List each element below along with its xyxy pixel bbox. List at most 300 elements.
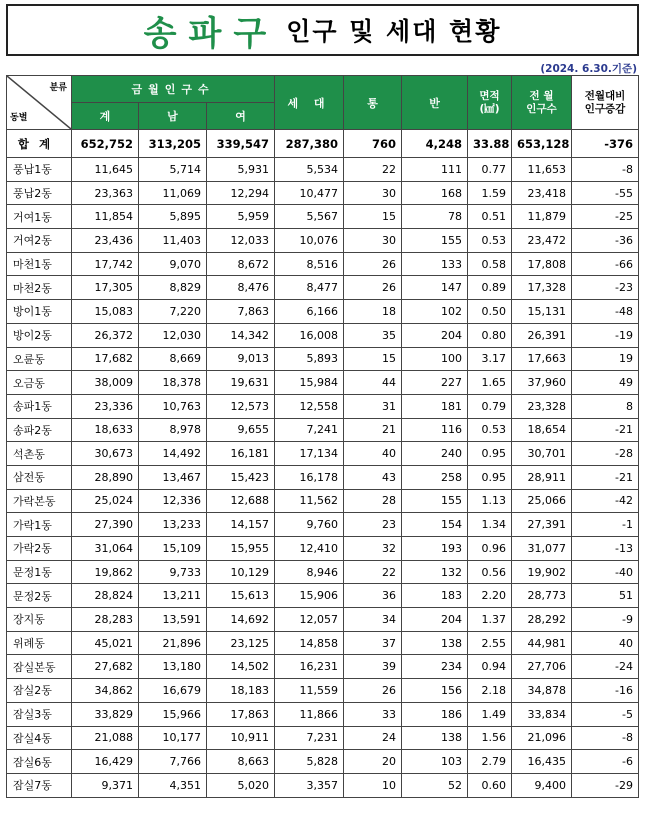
tong-count: 43 — [344, 465, 402, 489]
ban-count: 240 — [402, 442, 468, 466]
prev-population: 23,472 — [512, 229, 572, 253]
table-row — [7, 394, 639, 418]
district-name: 장지동 — [7, 608, 72, 632]
district-name: 마천1동 — [7, 252, 72, 276]
population-female: 5,931 — [207, 158, 275, 182]
population-female: 16,181 — [207, 442, 275, 466]
table-row — [7, 442, 639, 466]
population-male: 4,351 — [139, 773, 207, 797]
population-female: 9,655 — [207, 418, 275, 442]
population-male: 18,378 — [139, 371, 207, 395]
households: 8,477 — [275, 276, 344, 300]
area: 1.34 — [468, 513, 512, 537]
header-area-unit: (㎢) — [479, 102, 500, 115]
district-name: 위례동 — [7, 631, 72, 655]
area: 2.55 — [468, 631, 512, 655]
ban-count: 155 — [402, 229, 468, 253]
table-row — [7, 750, 639, 774]
population-total: 18,633 — [72, 418, 139, 442]
population-total: 30,673 — [72, 442, 139, 466]
area: 0.51 — [468, 205, 512, 229]
prev-population: 21,096 — [512, 726, 572, 750]
population-total: 23,436 — [72, 229, 139, 253]
population-female: 18,183 — [207, 679, 275, 703]
population-change: -21 — [572, 418, 639, 442]
population-total: 17,305 — [72, 276, 139, 300]
area: 1.65 — [468, 371, 512, 395]
area: 0.53 — [468, 229, 512, 253]
prev-population: 44,981 — [512, 631, 572, 655]
table-row — [7, 418, 639, 442]
population-male: 11,403 — [139, 229, 207, 253]
population-total: 25,024 — [72, 489, 139, 513]
corner-category-label: 분류 — [49, 83, 67, 93]
district-name: 석촌동 — [7, 442, 72, 466]
population-male: 15,966 — [139, 702, 207, 726]
district-name: 송파1동 — [7, 394, 72, 418]
population-male: 8,978 — [139, 418, 207, 442]
population-total: 34,862 — [72, 679, 139, 703]
population-total: 27,390 — [72, 513, 139, 537]
population-total: 28,890 — [72, 465, 139, 489]
households: 16,008 — [275, 323, 344, 347]
district-name: 삼전동 — [7, 465, 72, 489]
total-households: 287,380 — [275, 130, 344, 158]
table-row — [7, 560, 639, 584]
district-name: 문정1동 — [7, 560, 72, 584]
population-female: 14,157 — [207, 513, 275, 537]
population-total: 11,854 — [72, 205, 139, 229]
header-population-group: 금월인구수 — [72, 76, 275, 103]
households: 7,241 — [275, 418, 344, 442]
area: 1.37 — [468, 608, 512, 632]
population-total: 11,645 — [72, 158, 139, 182]
total-female: 339,547 — [207, 130, 275, 158]
total-prev: 653,128 — [512, 130, 572, 158]
population-total: 23,336 — [72, 394, 139, 418]
population-change: 49 — [572, 371, 639, 395]
population-female: 5,020 — [207, 773, 275, 797]
area: 0.89 — [468, 276, 512, 300]
table-row — [7, 371, 639, 395]
district-name: 잠실2동 — [7, 679, 72, 703]
table-row — [7, 347, 639, 371]
tong-count: 35 — [344, 323, 402, 347]
population-male: 7,220 — [139, 300, 207, 324]
table-row — [7, 158, 639, 182]
households: 15,984 — [275, 371, 344, 395]
tong-count: 18 — [344, 300, 402, 324]
households: 11,562 — [275, 489, 344, 513]
ban-count: 132 — [402, 560, 468, 584]
tong-count: 22 — [344, 560, 402, 584]
area: 0.96 — [468, 537, 512, 561]
prev-population: 31,077 — [512, 537, 572, 561]
district-name: 문정2동 — [7, 584, 72, 608]
tong-count: 15 — [344, 347, 402, 371]
prev-population: 9,400 — [512, 773, 572, 797]
population-change: -36 — [572, 229, 639, 253]
prev-population: 15,131 — [512, 300, 572, 324]
header-area — [468, 76, 512, 130]
district-name: 거여1동 — [7, 205, 72, 229]
population-male: 9,733 — [139, 560, 207, 584]
district-name: 오륜동 — [7, 347, 72, 371]
corner-district-label: 동별 — [10, 113, 28, 123]
area: 2.18 — [468, 679, 512, 703]
population-female: 8,476 — [207, 276, 275, 300]
ban-count: 100 — [402, 347, 468, 371]
population-change: -55 — [572, 181, 639, 205]
prev-population: 11,879 — [512, 205, 572, 229]
population-change: -9 — [572, 608, 639, 632]
prev-population: 37,960 — [512, 371, 572, 395]
tong-count: 32 — [344, 537, 402, 561]
population-total: 17,742 — [72, 252, 139, 276]
population-total: 31,064 — [72, 537, 139, 561]
population-change: -1 — [572, 513, 639, 537]
households: 11,559 — [275, 679, 344, 703]
households: 6,166 — [275, 300, 344, 324]
table-row — [7, 655, 639, 679]
prev-population: 18,654 — [512, 418, 572, 442]
ban-count: 138 — [402, 726, 468, 750]
population-male: 16,679 — [139, 679, 207, 703]
tong-count: 33 — [344, 702, 402, 726]
title-subject: 인구 및 세대 현황 — [286, 17, 502, 46]
header-change-line1: 전월대비 — [584, 89, 626, 102]
ban-count: 204 — [402, 608, 468, 632]
table-row — [7, 631, 639, 655]
ban-count: 133 — [402, 252, 468, 276]
prev-population: 27,391 — [512, 513, 572, 537]
table-row — [7, 584, 639, 608]
table-row — [7, 465, 639, 489]
households: 16,178 — [275, 465, 344, 489]
prev-population: 30,701 — [512, 442, 572, 466]
households: 10,477 — [275, 181, 344, 205]
title-box — [6, 4, 639, 56]
population-change: -23 — [572, 276, 639, 300]
population-female: 14,692 — [207, 608, 275, 632]
population-total: 21,088 — [72, 726, 139, 750]
population-female: 14,342 — [207, 323, 275, 347]
total-change: -376 — [572, 130, 639, 158]
population-female: 14,502 — [207, 655, 275, 679]
population-male: 10,763 — [139, 394, 207, 418]
population-female: 23,125 — [207, 631, 275, 655]
population-male: 12,336 — [139, 489, 207, 513]
table-row — [7, 300, 639, 324]
tong-count: 30 — [344, 181, 402, 205]
area: 0.56 — [468, 560, 512, 584]
area: 0.95 — [468, 442, 512, 466]
header-area-label: 면적 — [479, 89, 500, 102]
population-female: 9,013 — [207, 347, 275, 371]
header-male: 남 — [139, 103, 207, 130]
total-row — [7, 130, 639, 158]
population-change: 40 — [572, 631, 639, 655]
population-change: -66 — [572, 252, 639, 276]
population-change: -48 — [572, 300, 639, 324]
table-row — [7, 252, 639, 276]
tong-count: 30 — [344, 229, 402, 253]
table-row — [7, 276, 639, 300]
tong-count: 20 — [344, 750, 402, 774]
reference-date: (2024. 6.30.기준) — [540, 63, 637, 75]
households: 3,357 — [275, 773, 344, 797]
households: 15,906 — [275, 584, 344, 608]
table-row — [7, 323, 639, 347]
area: 2.79 — [468, 750, 512, 774]
population-male: 13,467 — [139, 465, 207, 489]
table-row — [7, 537, 639, 561]
tong-count: 36 — [344, 584, 402, 608]
population-change: -28 — [572, 442, 639, 466]
households: 16,231 — [275, 655, 344, 679]
header-change-line2: 인구증감 — [584, 102, 626, 115]
population-total: 26,372 — [72, 323, 139, 347]
prev-population: 26,391 — [512, 323, 572, 347]
header-tong: 통 — [344, 76, 402, 130]
population-male: 8,669 — [139, 347, 207, 371]
population-female: 10,911 — [207, 726, 275, 750]
population-female: 8,672 — [207, 252, 275, 276]
area: 0.77 — [468, 158, 512, 182]
tong-count: 37 — [344, 631, 402, 655]
header-households: 세 대 — [275, 76, 344, 130]
households: 8,516 — [275, 252, 344, 276]
population-change: -24 — [572, 655, 639, 679]
prev-population: 17,808 — [512, 252, 572, 276]
ban-count: 183 — [402, 584, 468, 608]
population-male: 13,180 — [139, 655, 207, 679]
ban-count: 234 — [402, 655, 468, 679]
ban-count: 186 — [402, 702, 468, 726]
tong-count: 26 — [344, 679, 402, 703]
population-female: 15,955 — [207, 537, 275, 561]
ban-count: 154 — [402, 513, 468, 537]
population-female: 12,688 — [207, 489, 275, 513]
population-male: 13,211 — [139, 584, 207, 608]
ban-count: 204 — [402, 323, 468, 347]
population-total: 19,862 — [72, 560, 139, 584]
district-name: 가락1동 — [7, 513, 72, 537]
prev-population: 34,878 — [512, 679, 572, 703]
population-male: 8,829 — [139, 276, 207, 300]
ban-count: 138 — [402, 631, 468, 655]
population-male: 5,714 — [139, 158, 207, 182]
total-ban: 4,248 — [402, 130, 468, 158]
district-name: 잠실본동 — [7, 655, 72, 679]
population-change: 19 — [572, 347, 639, 371]
population-total: 16,429 — [72, 750, 139, 774]
table-row — [7, 229, 639, 253]
district-name: 방이2동 — [7, 323, 72, 347]
district-name: 잠실7동 — [7, 773, 72, 797]
prev-population: 27,706 — [512, 655, 572, 679]
table-row — [7, 181, 639, 205]
area: 0.58 — [468, 252, 512, 276]
table-row — [7, 205, 639, 229]
total-label: 합계 — [7, 130, 72, 158]
population-male: 9,070 — [139, 252, 207, 276]
district-name: 잠실6동 — [7, 750, 72, 774]
table-row — [7, 489, 639, 513]
total-tong: 760 — [344, 130, 402, 158]
population-change: 8 — [572, 394, 639, 418]
area: 1.56 — [468, 726, 512, 750]
tong-count: 10 — [344, 773, 402, 797]
population-male: 14,492 — [139, 442, 207, 466]
header-prev-line2: 인구수 — [526, 102, 557, 115]
population-female: 7,863 — [207, 300, 275, 324]
corner-header — [7, 76, 72, 130]
district-name: 가락본동 — [7, 489, 72, 513]
ban-count: 181 — [402, 394, 468, 418]
population-change: -13 — [572, 537, 639, 561]
prev-population: 23,418 — [512, 181, 572, 205]
area: 0.53 — [468, 418, 512, 442]
prev-population: 17,328 — [512, 276, 572, 300]
header-prev-line1: 전 월 — [529, 89, 554, 102]
population-total: 38,009 — [72, 371, 139, 395]
population-change: -5 — [572, 702, 639, 726]
ban-count: 103 — [402, 750, 468, 774]
prev-population: 17,663 — [512, 347, 572, 371]
ban-count: 116 — [402, 418, 468, 442]
households: 12,558 — [275, 394, 344, 418]
tong-count: 24 — [344, 726, 402, 750]
tong-count: 21 — [344, 418, 402, 442]
population-male: 12,030 — [139, 323, 207, 347]
prev-population: 28,773 — [512, 584, 572, 608]
tong-count: 40 — [344, 442, 402, 466]
households: 9,760 — [275, 513, 344, 537]
ban-count: 147 — [402, 276, 468, 300]
total-population: 652,752 — [72, 130, 139, 158]
population-total: 33,829 — [72, 702, 139, 726]
population-change: 51 — [572, 584, 639, 608]
population-male: 5,895 — [139, 205, 207, 229]
population-female: 10,129 — [207, 560, 275, 584]
ban-count: 193 — [402, 537, 468, 561]
population-male: 7,766 — [139, 750, 207, 774]
population-female: 19,631 — [207, 371, 275, 395]
population-change: -8 — [572, 158, 639, 182]
tong-count: 26 — [344, 276, 402, 300]
population-female: 15,423 — [207, 465, 275, 489]
prev-population: 16,435 — [512, 750, 572, 774]
tong-count: 22 — [344, 158, 402, 182]
ban-count: 258 — [402, 465, 468, 489]
population-change: -40 — [572, 560, 639, 584]
prev-population: 33,834 — [512, 702, 572, 726]
population-change: -16 — [572, 679, 639, 703]
households: 7,231 — [275, 726, 344, 750]
district-name: 거여2동 — [7, 229, 72, 253]
population-female: 17,863 — [207, 702, 275, 726]
table-row — [7, 702, 639, 726]
population-table — [6, 75, 639, 798]
ban-count: 156 — [402, 679, 468, 703]
population-total: 9,371 — [72, 773, 139, 797]
header-change — [572, 76, 639, 130]
tong-count: 39 — [344, 655, 402, 679]
population-total: 28,283 — [72, 608, 139, 632]
households: 12,410 — [275, 537, 344, 561]
area: 1.49 — [468, 702, 512, 726]
district-name: 송파2동 — [7, 418, 72, 442]
area: 1.13 — [468, 489, 512, 513]
population-female: 5,959 — [207, 205, 275, 229]
population-male: 10,177 — [139, 726, 207, 750]
population-female: 12,033 — [207, 229, 275, 253]
population-male: 13,591 — [139, 608, 207, 632]
population-female: 8,663 — [207, 750, 275, 774]
total-area: 33.88 — [468, 130, 512, 158]
households: 5,893 — [275, 347, 344, 371]
area: 3.17 — [468, 347, 512, 371]
households: 12,057 — [275, 608, 344, 632]
table-row — [7, 608, 639, 632]
district-name: 풍납1동 — [7, 158, 72, 182]
area: 0.94 — [468, 655, 512, 679]
tong-count: 34 — [344, 608, 402, 632]
ban-count: 155 — [402, 489, 468, 513]
population-male: 13,233 — [139, 513, 207, 537]
header-ban: 반 — [402, 76, 468, 130]
district-name: 가락2동 — [7, 537, 72, 561]
area: 0.80 — [468, 323, 512, 347]
population-change: -21 — [572, 465, 639, 489]
tong-count: 23 — [344, 513, 402, 537]
district-name: 오금동 — [7, 371, 72, 395]
ban-count: 227 — [402, 371, 468, 395]
area: 0.50 — [468, 300, 512, 324]
population-change: -29 — [572, 773, 639, 797]
population-female: 12,573 — [207, 394, 275, 418]
population-total: 27,682 — [72, 655, 139, 679]
district-name: 마천2동 — [7, 276, 72, 300]
tong-count: 44 — [344, 371, 402, 395]
tong-count: 26 — [344, 252, 402, 276]
population-change: -8 — [572, 726, 639, 750]
population-change: -42 — [572, 489, 639, 513]
district-name: 풍납2동 — [7, 181, 72, 205]
table-row — [7, 679, 639, 703]
population-total: 15,083 — [72, 300, 139, 324]
header-prev-population — [512, 76, 572, 130]
total-male: 313,205 — [139, 130, 207, 158]
households: 5,828 — [275, 750, 344, 774]
households: 8,946 — [275, 560, 344, 584]
district-name: 잠실4동 — [7, 726, 72, 750]
table-row — [7, 773, 639, 797]
population-change: -25 — [572, 205, 639, 229]
area: 0.95 — [468, 465, 512, 489]
ban-count: 78 — [402, 205, 468, 229]
prev-population: 28,911 — [512, 465, 572, 489]
households: 14,858 — [275, 631, 344, 655]
population-male: 15,109 — [139, 537, 207, 561]
population-male: 21,896 — [139, 631, 207, 655]
table-row — [7, 513, 639, 537]
households: 17,134 — [275, 442, 344, 466]
prev-population: 11,653 — [512, 158, 572, 182]
prev-population: 23,328 — [512, 394, 572, 418]
population-change: -6 — [572, 750, 639, 774]
